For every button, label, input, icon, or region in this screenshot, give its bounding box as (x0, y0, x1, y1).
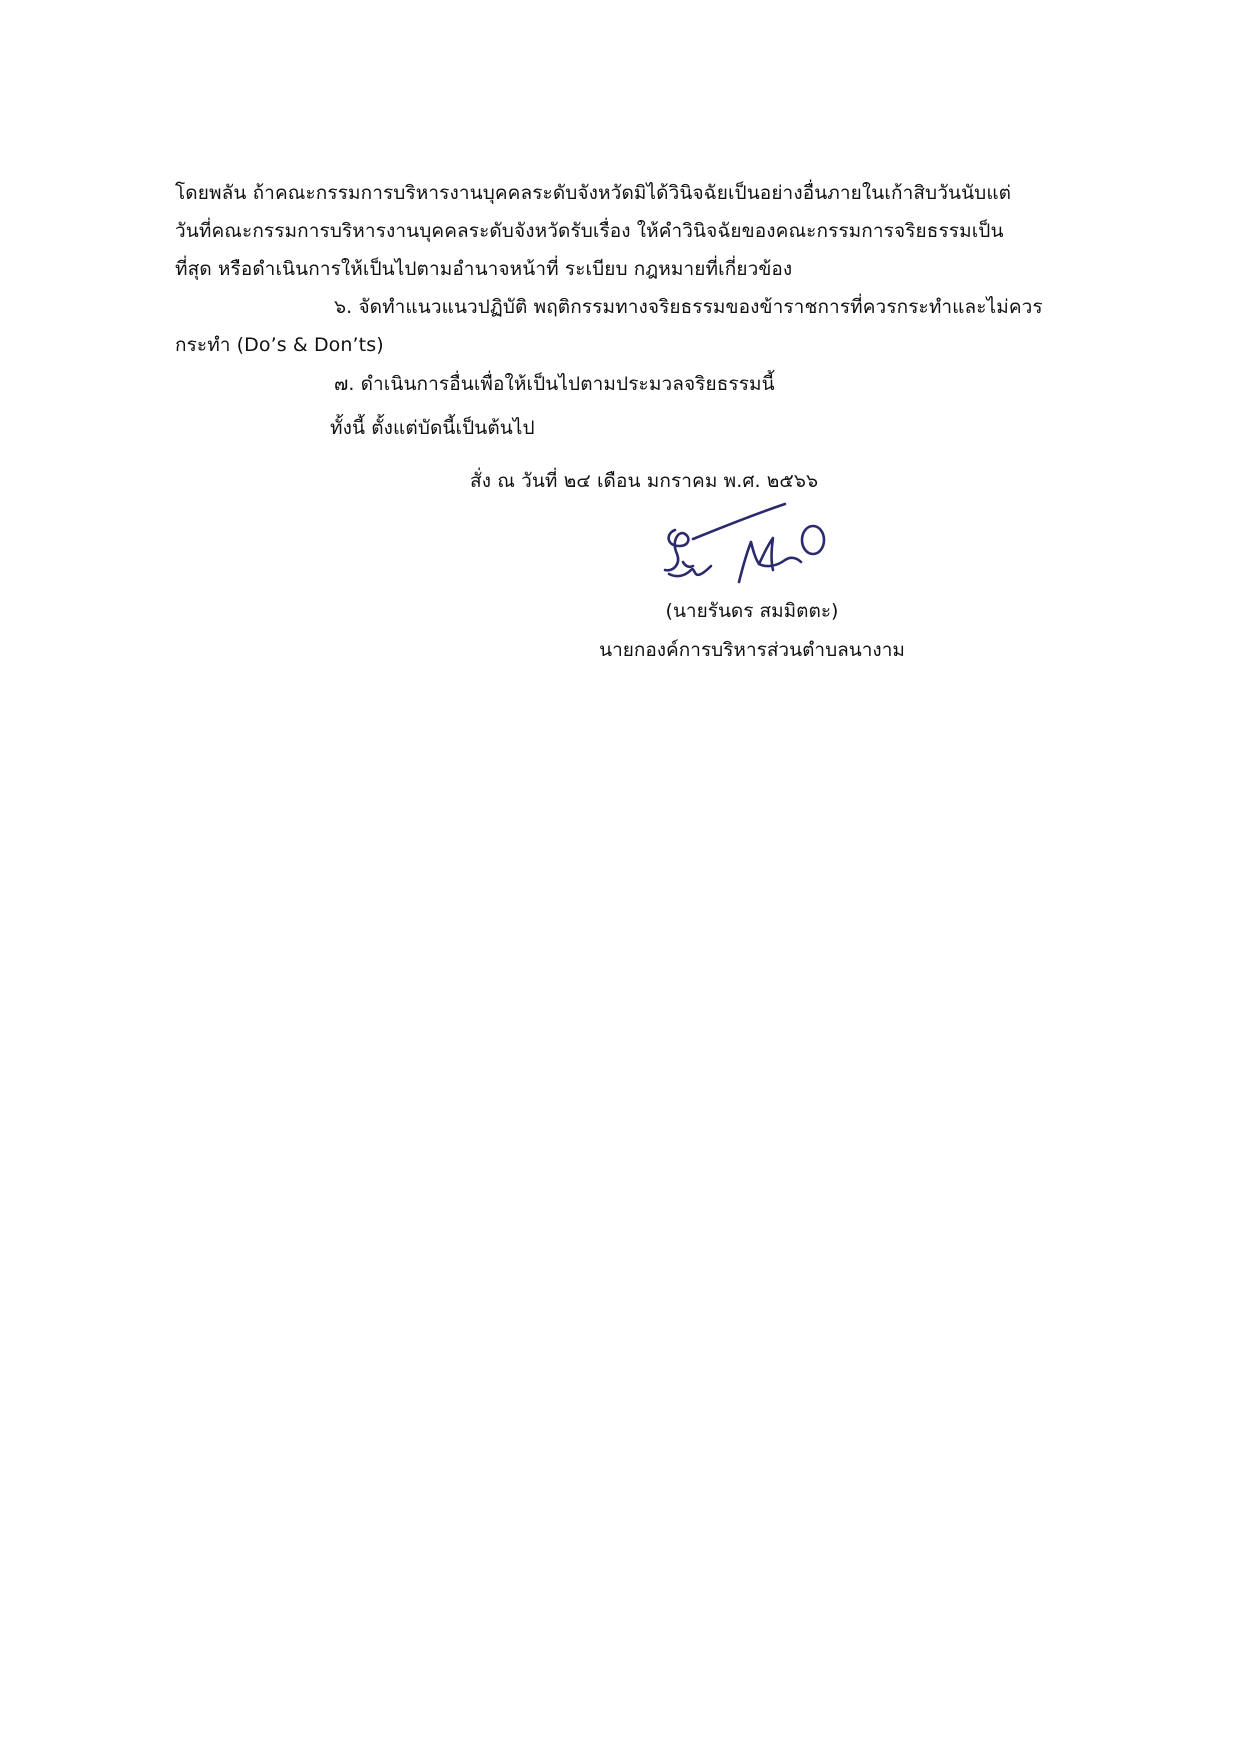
signatory-name: (นายรันดร สมมิตตะ) (665, 600, 839, 622)
body-line-2: วันที่คณะกรรมการบริหารงานบุคคลระดับจังหวัดรับเรื่อง ให้คำวินิจฉัยของคณะกรรมการจริยธรรมเป็น (175, 220, 1004, 242)
handwritten-signature (655, 496, 855, 591)
item-6-line-2: กระทำ (Do’s & Don’ts) (175, 334, 384, 356)
item-7: ๗. ดำเนินการอื่นเพื่อให้เป็นไปตามประมวลจริยธรรมนี้ (334, 373, 775, 395)
effective-clause: ทั้งนี้ ตั้งแต่บัดนี้เป็นต้นไป (330, 417, 535, 439)
body-line-3: ที่สุด หรือดำเนินการให้เป็นไปตามอำนาจหน้าที่ ระเบียบ กฎหมายที่เกี่ยวข้อง (175, 258, 793, 280)
order-date: สั่ง ณ วันที่ ๒๔ เดือน มกราคม พ.ศ. ๒๕๖๖ (470, 470, 819, 492)
item-6-line-1: ๖. จัดทำแนวแนวปฏิบัติ พฤติกรรมทางจริยธรรมของข้าราชการที่ควรกระทำและไม่ควร (334, 296, 1043, 318)
body-line-1: โดยพลัน ถ้าคณะกรรมการบริหารงานบุคคลระดับจังหวัดมิได้วินิจฉัยเป็นอย่างอื่นภายในเก้าสิบวันนับแต่ (175, 182, 1012, 204)
signatory-position: นายกองค์การบริหารส่วนตำบลนางาม (599, 639, 905, 661)
